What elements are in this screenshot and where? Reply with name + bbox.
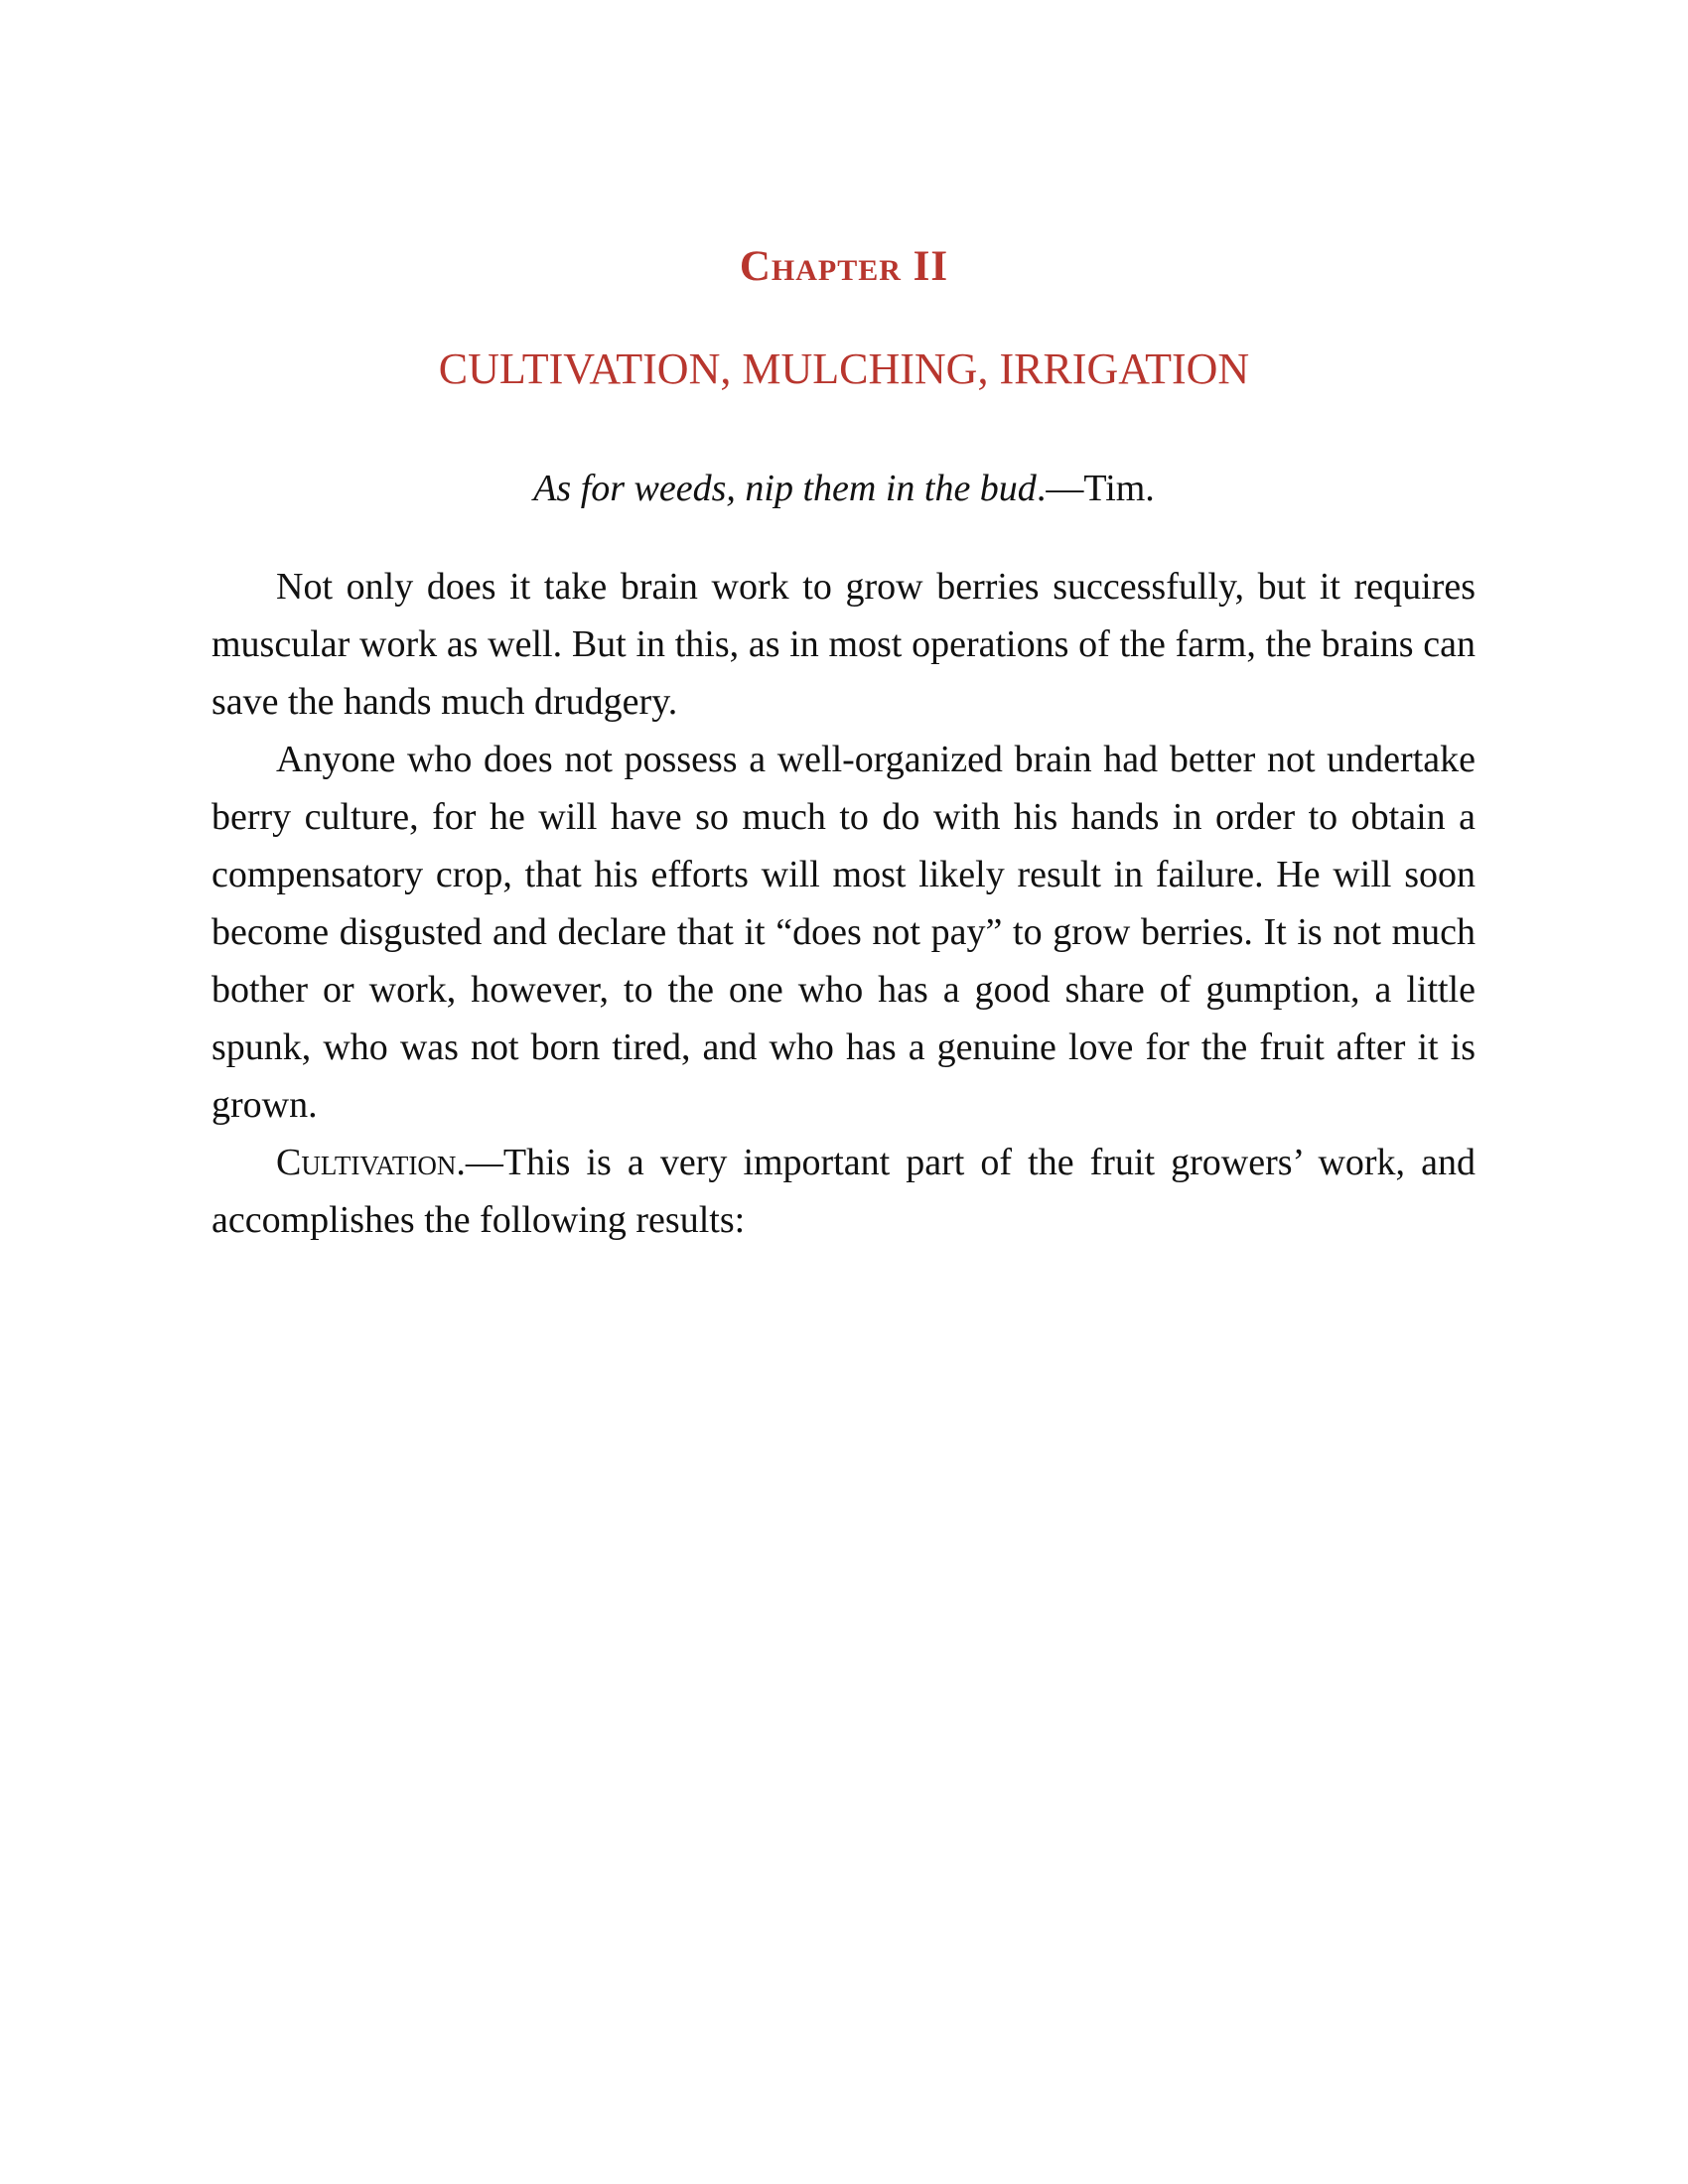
- body-text: [211, 558, 1476, 1249]
- cultivation-lead: Cultivation: [276, 1142, 457, 1183]
- epigraph: [0, 467, 1688, 510]
- epigraph-quote: As for weeds, nip them in the bud: [533, 468, 1037, 509]
- cultivation-text: .—This is a very important part of the fruit growers’ work, and accomplishes the following results:: [211, 1142, 1476, 1241]
- paragraph-cultivation: [211, 1134, 1476, 1249]
- epigraph-attribution: .—Tim.: [1036, 468, 1155, 509]
- chapter-label: Chapter II: [739, 243, 949, 290]
- paragraph-1: Not only does it take brain work to grow berries successfully, but it requires muscular work as well. But in this, as in most operations of the farm, the brains can save the hands much drudgery.: [211, 566, 1476, 723]
- paragraph-2: Anyone who does not possess a well-organized brain had better not undertake berry culture, for he will have so much to do with his hands in order to obtain a compensatory crop, that his efforts will most likely result in failure. He will soon become disgusted and declare that it “does not pay” to grow berries. It is not much bother or work, however, to the one who has a good share of gumption, a little spunk, who was not born tired, and who has a genuine love for the fruit after it is grown.: [211, 739, 1476, 1126]
- chapter-title: CULTIVATION, MULCHING, IRRIGATION: [438, 344, 1250, 393]
